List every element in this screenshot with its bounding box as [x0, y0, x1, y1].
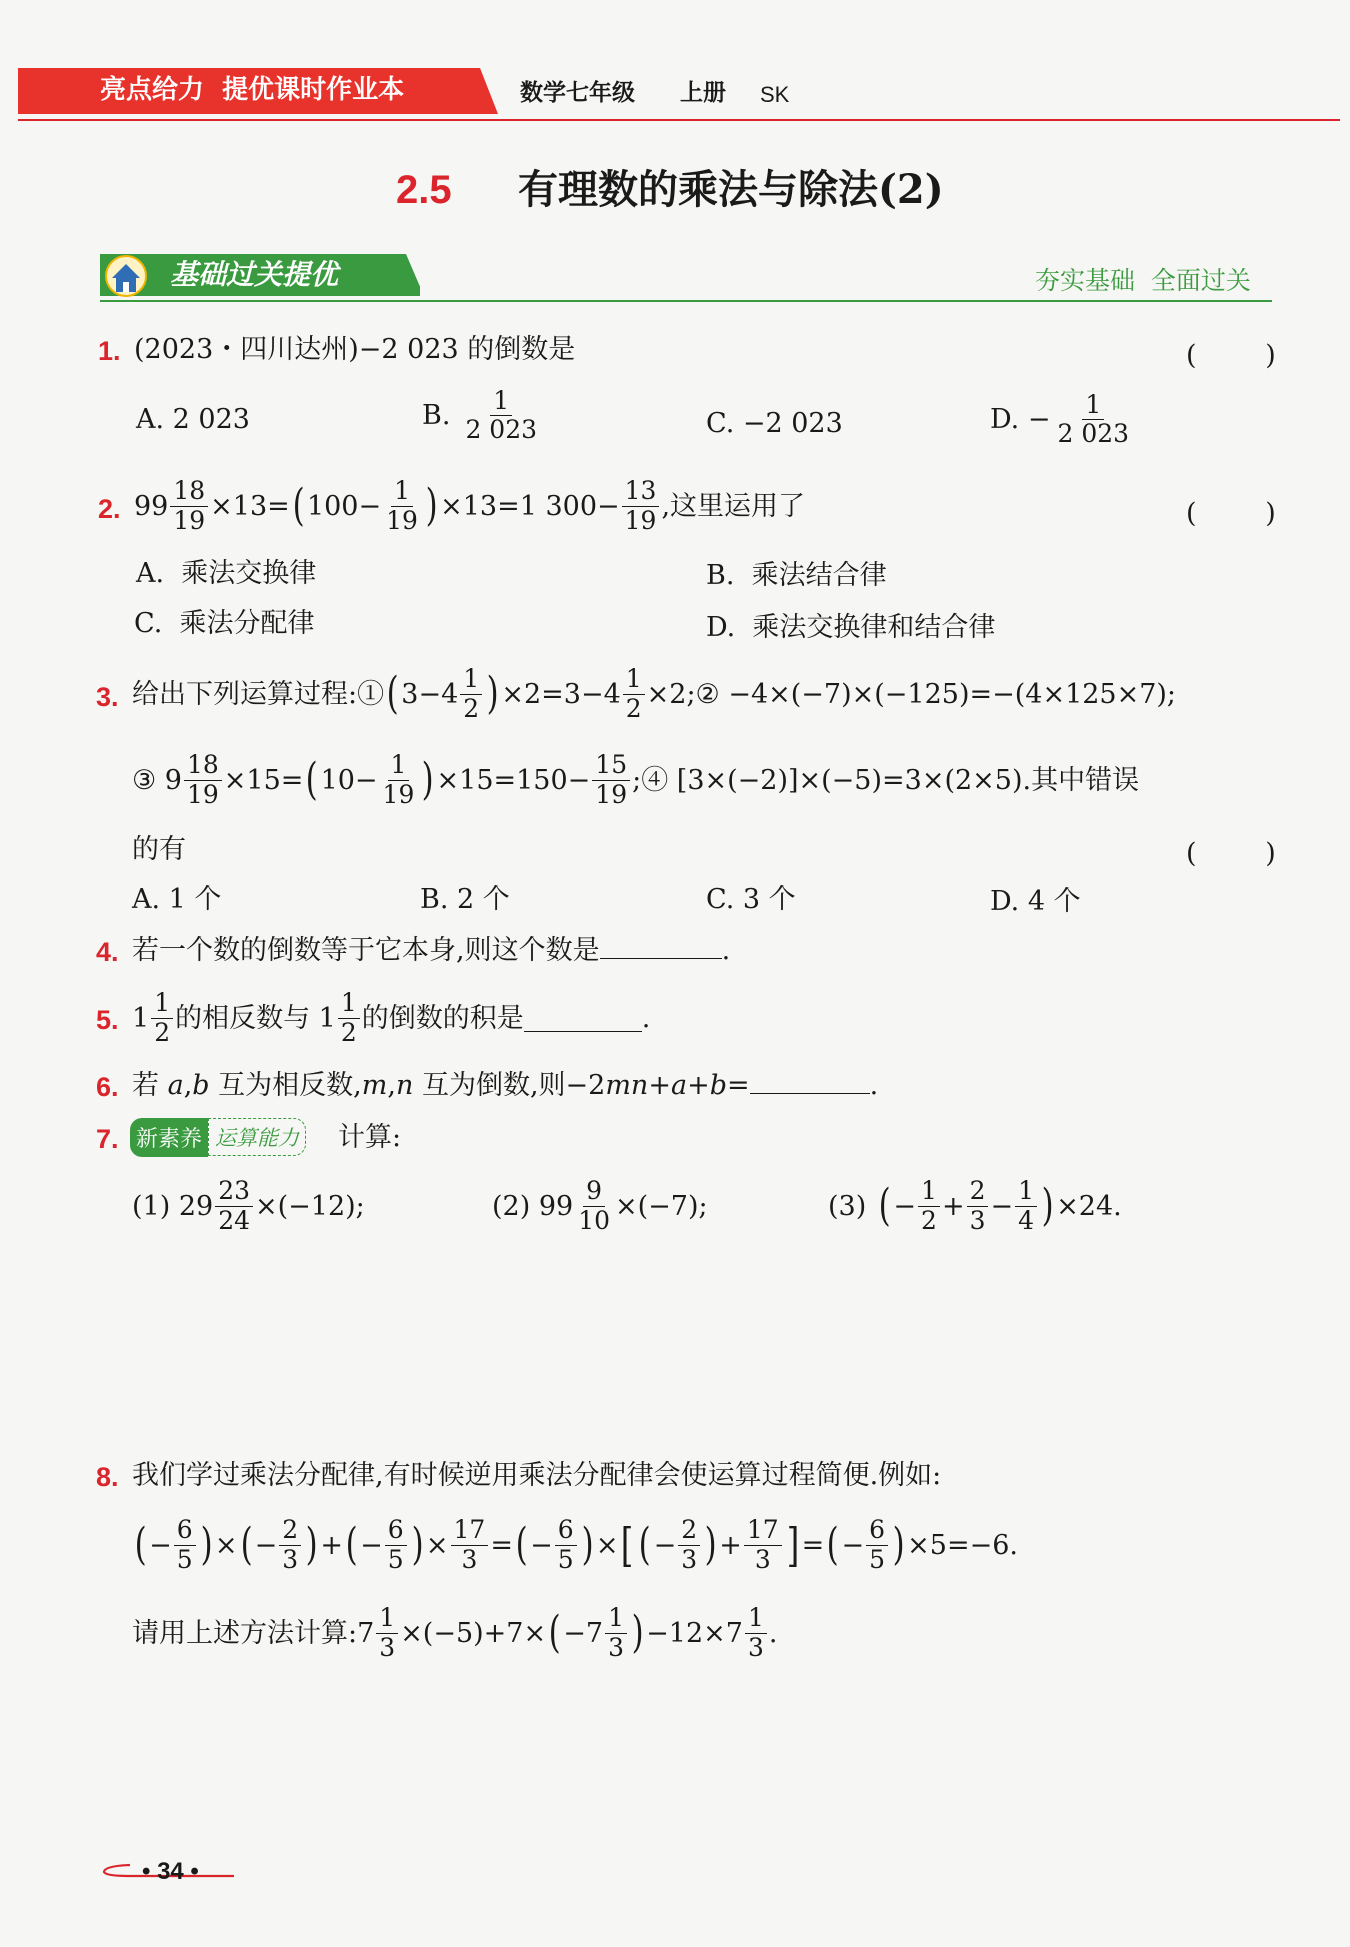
q6-b: ,: [183, 1070, 193, 1101]
q3-l2f1d: 19: [186, 779, 219, 809]
q6-c: 互为相反数,: [209, 1070, 362, 1101]
q6-a: 若: [132, 1070, 168, 1101]
q7-s2n: 9: [583, 1178, 605, 1206]
q8-text: 我们学过乘法分配律,有时候逆用乘法分配律会使运算过程简便.例如:: [132, 1460, 942, 1491]
q7-s3f1n: 1: [918, 1178, 940, 1206]
q1-stem: (2023・四川达州)−2 023 的倒数是: [134, 334, 576, 365]
q6-var-b: b: [192, 1070, 210, 1101]
q7-sub1: [132, 1172, 365, 1240]
section-motto: 夯实基础 全面过关: [1035, 266, 1251, 295]
q3-l2f2n: 1: [388, 752, 410, 780]
q1-option-b-label: B.: [422, 400, 451, 432]
q2-f3d: 19: [624, 505, 657, 535]
q3-l2f1n: 18: [184, 752, 222, 780]
q8-m4: −: [530, 1529, 553, 1561]
q1-d-den: 2 023: [1057, 419, 1130, 449]
q8-x1: ×: [214, 1529, 238, 1561]
q5-f2d: 2: [340, 1017, 357, 1047]
q8-t1n-c: 1: [745, 1605, 767, 1633]
q8-e2n-a: 2: [279, 1517, 301, 1545]
q3-l1b: 3−4: [401, 678, 459, 710]
header-volume: 上册: [680, 80, 726, 106]
q1-option-a[interactable]: A. 2 023: [136, 404, 250, 435]
q8-t1d-b: 3: [608, 1632, 624, 1662]
house-sun-icon: [106, 256, 146, 296]
q1-option-c[interactable]: C. −2 023: [706, 408, 843, 439]
q7-sub2: [492, 1172, 708, 1240]
q6-number: 6.: [96, 1072, 119, 1102]
q7-badge-primary: 新素养: [130, 1118, 208, 1157]
q6-var-n: n: [395, 1070, 414, 1101]
q3-l2d: ×15=150−: [436, 764, 591, 796]
q7-s3f3n: 1: [1015, 1178, 1037, 1206]
q3-l1f1n: 1: [460, 666, 482, 694]
q3-l1f2d: 2: [625, 693, 642, 723]
q8-m2: −: [254, 1529, 278, 1561]
q7-s3e: ×24.: [1056, 1190, 1122, 1222]
q6-var-a: a: [167, 1070, 184, 1101]
q3-option-b[interactable]: B. 2 个: [420, 884, 510, 915]
q2-number: 2.: [98, 494, 121, 524]
q4-text: 若一个数的倒数等于它本身,则这个数是: [132, 935, 600, 966]
q4-answer-blank[interactable]: [600, 958, 722, 959]
q3-l1f2n: 1: [623, 666, 645, 694]
q3-l1a: 给出下列运算过程:①: [132, 678, 385, 710]
q2-expression: 99 $\frac{18}{19}$ ×13= ( 100− $\frac{1}{19}$ ) ×13=1 300− $\frac{13}{19}$ ,这里运用了: [134, 476, 806, 535]
q6-var-mn: mn: [605, 1070, 649, 1101]
q3-line1: 给出下列运算过程:① ( 3−4 $\frac{1}{2}$ ) ×2=3−4 $\frac{1}{2}$ ×2;② −4×(−7)×(−125)=−(4×125×7);: [132, 664, 1177, 723]
q2-f2n: 1: [391, 478, 413, 506]
q3-line3: 的有: [132, 834, 186, 865]
q7-s3f3d: 4: [1018, 1205, 1035, 1235]
q5-f2n: 1: [338, 990, 360, 1018]
q4-number: 4.: [96, 937, 119, 967]
q5-f1n: 1: [151, 990, 173, 1018]
section-banner: [100, 250, 420, 300]
q8-task-c: −7: [563, 1617, 604, 1649]
q2-p3: 100−: [306, 490, 382, 522]
q8-m5: −: [653, 1529, 677, 1561]
q8-x3: ×: [595, 1529, 619, 1561]
q3-l1d: ×2;② −4×(−7)×(−125)=−(4×125×7);: [646, 678, 1177, 710]
q8-eq2: =: [801, 1529, 825, 1561]
q2-f2d: 19: [386, 505, 418, 535]
q8-p2: +: [719, 1529, 742, 1561]
q2-f1d: 19: [173, 505, 206, 535]
q7-number: 7.: [96, 1124, 119, 1154]
q3-l2f3d: 19: [595, 779, 628, 809]
q7-s3b: −: [893, 1190, 917, 1222]
q3-l2f3n: 15: [592, 752, 630, 780]
q4-line: [132, 937, 730, 964]
q6-f: +: [648, 1070, 671, 1101]
q2-p5: ,这里运用了: [661, 490, 806, 522]
q1-b-den: 2 023: [465, 415, 538, 445]
q8-m6: −: [841, 1529, 865, 1561]
q6-line: [132, 1072, 878, 1099]
q6-d: ,: [387, 1070, 396, 1101]
q8-t1n-a: 1: [376, 1605, 398, 1633]
q2-p4: ×13=1 300−: [440, 490, 620, 522]
q3-l1c: ×2=3−4: [501, 678, 621, 710]
q2-f3n: 13: [622, 478, 660, 506]
q3-option-a[interactable]: A. 1 个: [132, 884, 222, 915]
q7-sub3: (3) ( − $\frac{1}{2}$ + $\frac{2}{3}$ − $\frac{1}{4}$ ) ×24.: [828, 1176, 1122, 1235]
q3-l1f1d: 2: [463, 693, 480, 723]
q3-option-d[interactable]: D. 4 个: [990, 886, 1081, 917]
q8-e2n-b: 2: [678, 1517, 700, 1545]
q6-e: 互为倒数,则−2: [413, 1070, 606, 1101]
q8-task-a: 请用上述方法计算:7: [132, 1617, 375, 1649]
q8-e2d-b: 3: [681, 1544, 698, 1574]
header-series: 亮点给力 提优课时作业本: [100, 75, 405, 105]
q8-task-end: .: [768, 1617, 778, 1649]
q1-option-b[interactable]: [422, 388, 542, 444]
q8-e3d-a: 3: [461, 1544, 478, 1574]
q8-task: 请用上述方法计算:7 $\frac{1}{3}$ ×(−5)+7× ( −7 $\frac{1}{3}$ ) −12×7 $\frac{1}{3}$ .: [132, 1603, 778, 1662]
q7-s1n: 23: [215, 1178, 253, 1206]
q8-p1: +: [320, 1529, 343, 1561]
q5-line: [132, 984, 650, 1052]
q8-m1: −: [149, 1529, 172, 1561]
q3-l2a: ③ 9: [132, 764, 182, 796]
q6-var-m: m: [361, 1070, 388, 1101]
q1-option-d-label: D. −: [990, 404, 1051, 436]
header-book: 数学七年级: [520, 80, 635, 106]
q5-answer-blank[interactable]: [524, 1005, 642, 1032]
q3-l2c: 10−: [320, 764, 378, 796]
q3-l2e: ;④ [3×(−2)]×(−5)=3×(2×5).其中错误: [632, 764, 1140, 796]
q6-answer-blank[interactable]: [750, 1093, 870, 1094]
q8-task-d: −12×7: [646, 1617, 743, 1649]
q8-eq1: =: [490, 1529, 513, 1561]
q8-e1d-c: 5: [557, 1544, 574, 1574]
q8-e1d-a: 5: [176, 1544, 193, 1574]
q7-s2d: 10: [578, 1205, 610, 1235]
q3-l2f2d: 19: [382, 779, 415, 809]
q8-task-b: ×(−5)+7×: [400, 1617, 547, 1649]
q8-e2d-a: 3: [282, 1544, 299, 1574]
q3-answer-paren[interactable]: ( ): [1186, 838, 1276, 869]
lesson-number: 2.5: [396, 168, 452, 212]
q1-answer-paren[interactable]: ( ): [1186, 340, 1276, 371]
q3-l2b: ×15=: [223, 764, 304, 796]
q8-e1n-d: 6: [866, 1517, 888, 1545]
q1-b-num: 1: [490, 388, 512, 416]
q7-badge: [130, 1120, 306, 1154]
q8-example-end: ×5=−6.: [907, 1529, 1018, 1561]
q2-option-d[interactable]: D. 乘法交换律和结合律: [706, 612, 996, 643]
q8-e1n-c: 6: [555, 1517, 577, 1545]
q8-e1n-b: 6: [385, 1517, 407, 1545]
q2-answer-paren[interactable]: ( ): [1186, 498, 1276, 529]
q7-s3a: (3): [828, 1190, 867, 1222]
q7-text: 计算:: [338, 1122, 402, 1153]
q5-end: .: [641, 1002, 651, 1034]
q7-s3d: −: [990, 1190, 1014, 1222]
q6-g: +: [687, 1070, 710, 1101]
q7-s1a: (1) 29: [132, 1190, 214, 1222]
q8-t1d-a: 3: [379, 1632, 396, 1662]
q2-option-b[interactable]: B. 乘法结合律: [706, 560, 887, 591]
header-edition: SK: [760, 82, 790, 107]
q8-e3n-a: 17: [451, 1517, 489, 1545]
q1-number: 1.: [98, 336, 121, 366]
q7-s3f1d: 2: [921, 1205, 937, 1235]
q5-c: 的倒数的积是: [361, 1002, 524, 1034]
q1-option-d[interactable]: [990, 392, 1134, 448]
section-rule: [100, 300, 1272, 302]
q2-option-c[interactable]: C. 乘法分配律: [134, 608, 315, 639]
q7-s2a: (2) 99: [492, 1190, 574, 1222]
q8-e3d-b: 3: [754, 1544, 771, 1574]
q5-a: 1: [132, 1002, 150, 1034]
q8-m3: −: [360, 1529, 383, 1561]
q6-var-a2: a: [670, 1070, 688, 1101]
q5-b: 的相反数与 1: [175, 1002, 336, 1034]
section-banner-text: 基础过关提优: [170, 258, 339, 291]
q5-number: 5.: [96, 1005, 119, 1035]
q6-h: =: [726, 1070, 750, 1101]
q6-var-b2: b: [709, 1070, 727, 1101]
header-bar: [18, 68, 498, 114]
q2-f1n: 18: [170, 478, 208, 506]
q7-s1d: 24: [218, 1205, 250, 1235]
q7-badge-secondary: 运算能力: [208, 1118, 306, 1156]
header-rule: [18, 119, 1340, 121]
q7-s3c: +: [941, 1190, 965, 1222]
q8-number: 8.: [96, 1462, 119, 1492]
q8-e1d-b: 5: [387, 1544, 404, 1574]
q6-end: .: [869, 1070, 879, 1101]
q8-x2: ×: [425, 1529, 449, 1561]
q2-option-a[interactable]: A. 乘法交换律: [136, 558, 317, 589]
q7-s2b: ×(−7);: [615, 1190, 708, 1222]
q4-end: .: [721, 935, 731, 966]
q8-e1d-d: 5: [869, 1544, 885, 1574]
q5-f1d: 2: [154, 1017, 171, 1047]
q8-example: ( − $\frac{6}{5}$ ) × ( − $\frac{2}{3}$ ) + ( − $\frac{6}{5}$ ) × $\frac{17}{3}$ = ( − $\frac{6}{5}$ ) × [ ( − $\frac{2}{3}$ ) + $\frac{17}{3}$ ] = ( − $\frac{6}{5}$ ) ×5=−6.: [134, 1515, 1018, 1574]
q3-number: 3.: [96, 682, 119, 712]
q7-s1b: ×(−12);: [255, 1190, 365, 1222]
q3-line2: ③ 9 $\frac{18}{19}$ ×15= ( 10− $\frac{1}{19}$ ) ×15=150− $\frac{15}{19}$ ;④ [3×(−2)]×(−5)=3×(2×5).其中错误: [132, 750, 1140, 809]
q7-s3f2d: 3: [969, 1205, 986, 1235]
lesson-title: 有理数的乘法与除法(2): [518, 166, 944, 213]
q8-t1n-b: 1: [605, 1605, 627, 1633]
q7-s3f2n: 2: [967, 1178, 989, 1206]
q8-e3n-b: 17: [744, 1517, 782, 1545]
page-number: • 34 •: [142, 1858, 199, 1885]
q2-p1: 99: [134, 490, 169, 522]
q3-option-c[interactable]: C. 3 个: [706, 884, 796, 915]
q8-t1d-c: 3: [747, 1632, 764, 1662]
q8-e1n-a: 6: [174, 1517, 196, 1545]
q2-p2: ×13=: [210, 490, 290, 522]
q1-d-num: 1: [1082, 392, 1104, 420]
